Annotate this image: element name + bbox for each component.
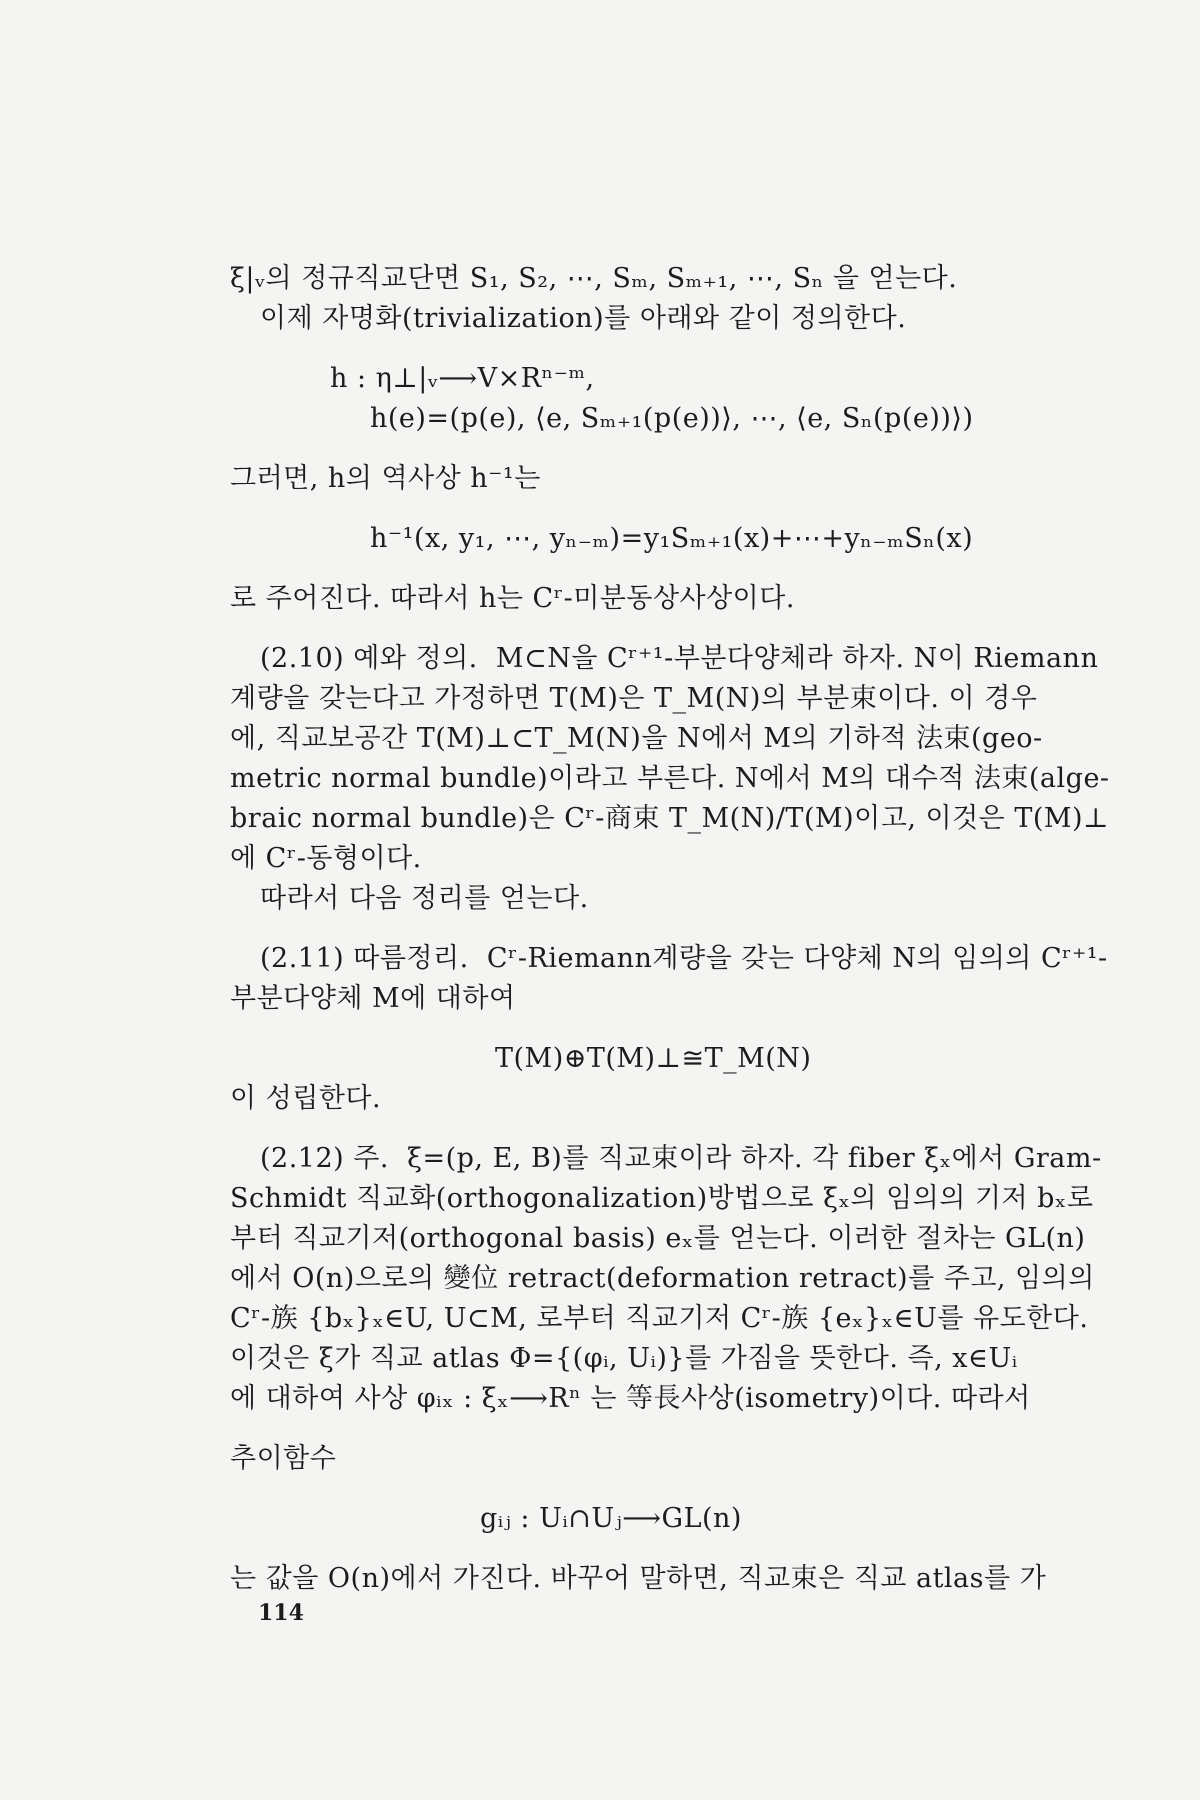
text-line: 에 Cʳ-동형이다.	[230, 843, 422, 874]
text-line: 부분다양체 M에 대하여	[230, 983, 516, 1014]
text-line: 그러면, h의 역사상 h⁻¹는	[230, 463, 541, 494]
text-line: 이것은 ξ가 직교 atlas Φ={(φᵢ, Uᵢ)}를 가짐을 뜻한다. 즉, x∈Uᵢ	[230, 1343, 1018, 1374]
text-line: 로 주어진다. 따라서 h는 Cʳ-미분동상사상이다.	[230, 583, 795, 614]
text-line: 부터 직교기저(orthogonal basis) eₓ를 얻는다. 이러한 절차는 GL(n)	[230, 1223, 1086, 1254]
text-line: metric normal bundle)이라고 부른다. N에서 M의 대수적 法束(alge-	[230, 763, 1110, 794]
text-line: 계량을 갖는다고 가정하면 T(M)은 T_M(N)의 부분束이다. 이 경우	[230, 683, 1038, 714]
text-line: Schmidt 직교화(orthogonalization)방법으로 ξₓ의 임의의 기저 bₓ로	[230, 1183, 1094, 1214]
text-line: (2.11) 따름정리. Cʳ-Riemann계량을 갖는 다양체 N의 임의의 Cʳ⁺¹-	[260, 943, 1108, 974]
text-line: T(M)⊕T(M)⊥≅T_M(N)	[495, 1043, 812, 1074]
text-line: (2.12) 주. ξ=(p, E, B)를 직교束이라 하자. 각 fiber ξₓ에서 Gram-	[260, 1143, 1102, 1174]
page-number: 114	[258, 1600, 304, 1626]
text-line: 이 성립한다.	[230, 1083, 382, 1114]
text-line: 이제 자명화(trivialization)를 아래와 같이 정의한다.	[260, 303, 907, 334]
text-line: 에서 O(n)으로의 變位 retract(deformation retract)를 주고, 임의의	[230, 1263, 1095, 1294]
text-line: Cʳ-族 {bₓ}ₓ∈U, U⊂M, 로부터 직교기저 Cʳ-族 {eₓ}ₓ∈U를 유도한다.	[230, 1303, 1089, 1334]
text-line: (2.10) 예와 정의. M⊂N을 Cʳ⁺¹-부분다양체라 하자. N이 Riemann	[260, 643, 1099, 674]
text-line: 는 값을 O(n)에서 가진다. 바꾸어 말하면, 직교束은 직교 atlas를 가	[230, 1563, 1047, 1594]
text-line: h : η⊥|ᵥ⟶V×Rⁿ⁻ᵐ,	[330, 363, 595, 394]
text-line: ξ|ᵥ의 정규직교단면 S₁, S₂, ⋯, Sₘ, Sₘ₊₁, ⋯, Sₙ 을 얻는다.	[230, 263, 958, 294]
text-line: h(e)=(p(e), ⟨e, Sₘ₊₁(p(e))⟩, ⋯, ⟨e, Sₙ(p(e))⟩)	[370, 403, 974, 434]
text-line: h⁻¹(x, y₁, ⋯, yₙ₋ₘ)=y₁Sₘ₊₁(x)+⋯+yₙ₋ₘSₙ(x)	[370, 523, 974, 554]
text-line: braic normal bundle)은 Cʳ-商束 T_M(N)/T(M)이고, 이것은 T(M)⊥	[230, 803, 1109, 834]
text-line: gᵢⱼ : Uᵢ∩Uⱼ⟶GL(n)	[480, 1503, 742, 1534]
text-line: 에 대하여 사상 φᵢₓ : ξₓ⟶Rⁿ 는 等長사상(isometry)이다. 따라서	[230, 1383, 1031, 1414]
text-line: 추이함수	[230, 1443, 337, 1474]
text-line: 따라서 다음 정리를 얻는다.	[260, 883, 589, 914]
text-line: 에, 직교보공간 T(M)⊥⊂T_M(N)을 N에서 M의 기하적 法束(geo-	[230, 723, 1043, 754]
